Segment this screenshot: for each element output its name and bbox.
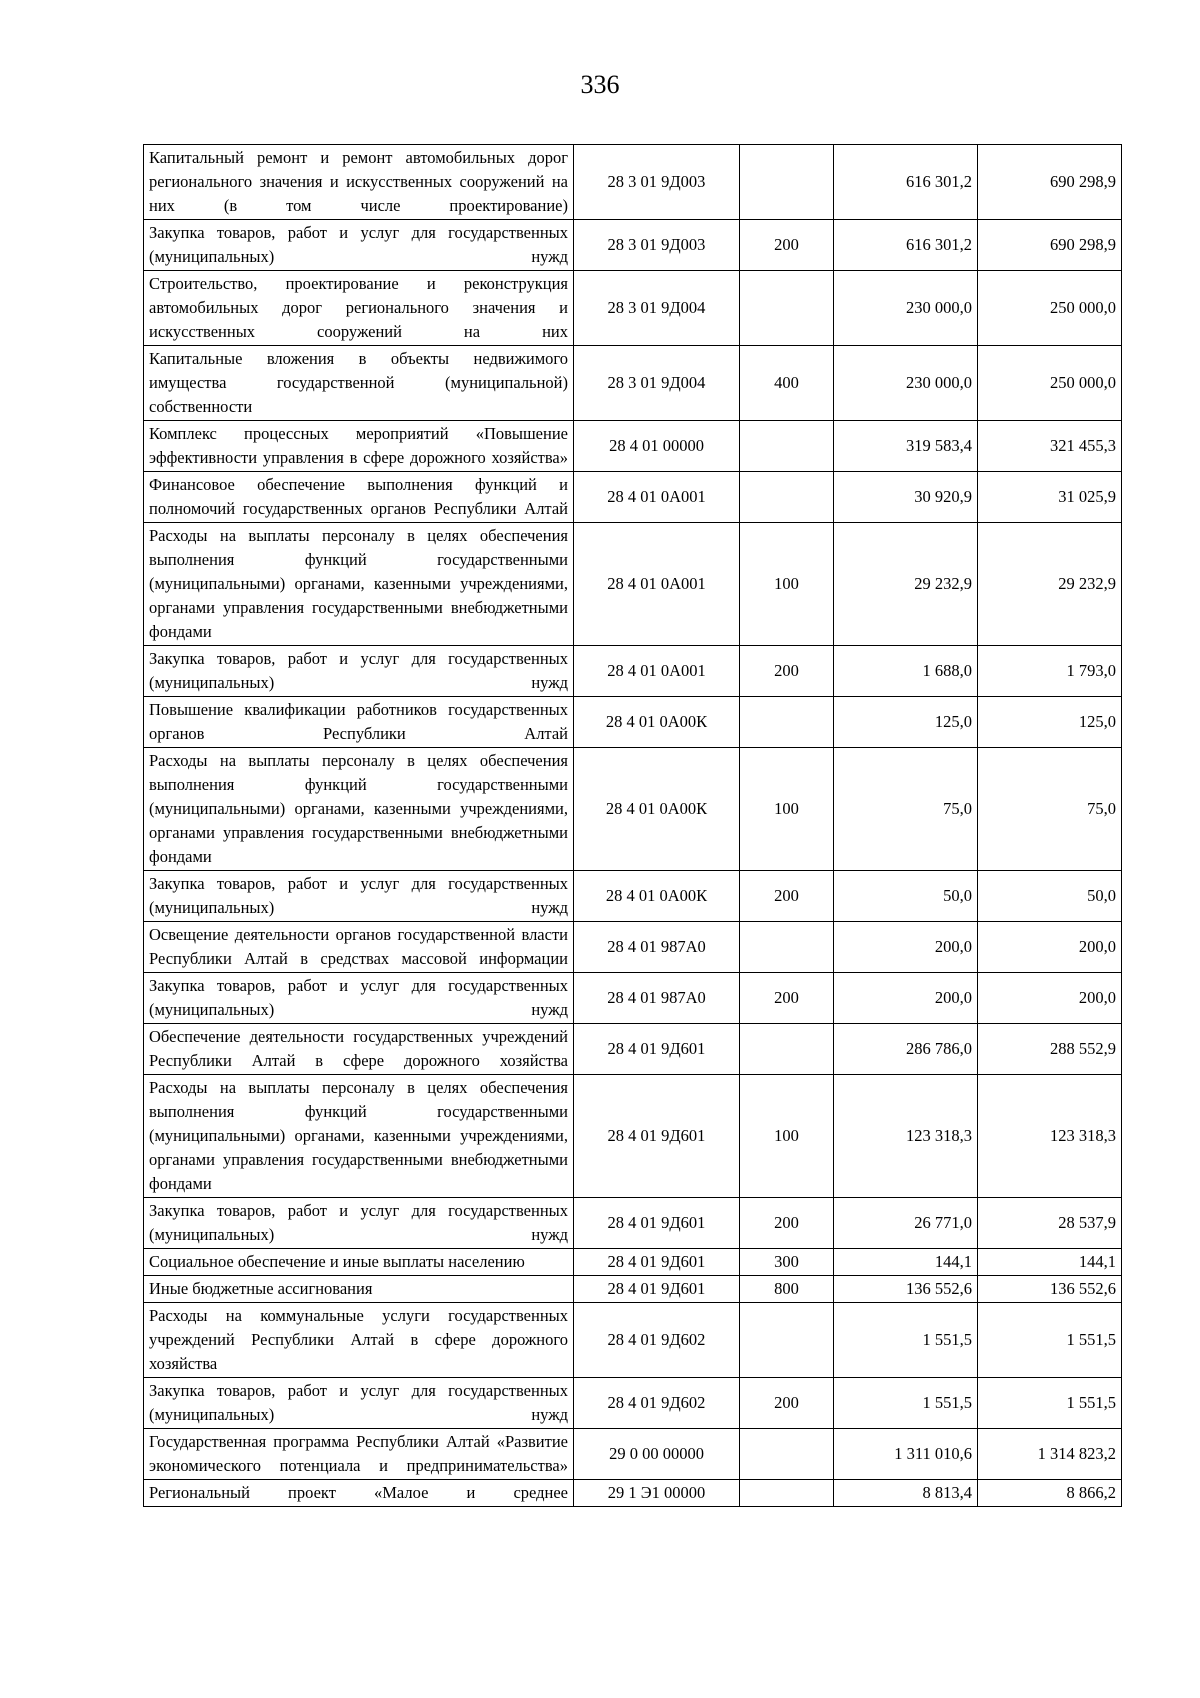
table-row <box>144 472 1122 523</box>
row-name-cell: Финансовое обеспечение выполнения функций и полномочий государственных органов Республики Алтай <box>144 472 574 523</box>
row-code-cell: 28 4 01 0А00К <box>574 871 740 922</box>
row-expense-type-cell: 100 <box>740 523 834 646</box>
row-name-cell: Расходы на выплаты персоналу в целях обеспечения выполнения функций государственными (муниципальными) органами, казенными учреждениями, органами управления государственными внебюджетными фондами <box>144 523 574 646</box>
row-name-cell: Повышение квалификации работников государственных органов Республики Алтай <box>144 697 574 748</box>
row-year2-amount-cell: 321 455,3 <box>978 421 1122 472</box>
row-year2-amount-cell: 1 551,5 <box>978 1303 1122 1378</box>
row-year2-amount-cell: 250 000,0 <box>978 346 1122 421</box>
row-year1-amount-cell: 144,1 <box>834 1249 978 1276</box>
row-name-cell: Закупка товаров, работ и услуг для государственных (муниципальных) нужд <box>144 871 574 922</box>
row-name-cell: Закупка товаров, работ и услуг для государственных (муниципальных) нужд <box>144 1378 574 1429</box>
row-year1-amount-cell: 29 232,9 <box>834 523 978 646</box>
row-year2-amount-cell: 123 318,3 <box>978 1075 1122 1198</box>
row-code-cell: 28 4 01 0А001 <box>574 472 740 523</box>
row-expense-type-cell <box>740 1480 834 1507</box>
row-name-cell: Расходы на выплаты персоналу в целях обеспечения выполнения функций государственными (муниципальными) органами, казенными учреждениями, органами управления государственными внебюджетными фондами <box>144 1075 574 1198</box>
row-code-cell: 28 4 01 9Д601 <box>574 1075 740 1198</box>
row-expense-type-cell <box>740 1024 834 1075</box>
row-code-cell: 29 0 00 00000 <box>574 1429 740 1480</box>
row-year2-amount-cell: 75,0 <box>978 748 1122 871</box>
table-row <box>144 1024 1122 1075</box>
table-row <box>144 1303 1122 1378</box>
table-row <box>144 697 1122 748</box>
row-expense-type-cell <box>740 697 834 748</box>
table-row <box>144 1198 1122 1249</box>
row-code-cell: 28 3 01 9Д004 <box>574 271 740 346</box>
row-code-cell: 28 3 01 9Д004 <box>574 346 740 421</box>
row-expense-type-cell <box>740 472 834 523</box>
row-year1-amount-cell: 1 551,5 <box>834 1378 978 1429</box>
row-expense-type-cell: 200 <box>740 871 834 922</box>
table-row <box>144 1429 1122 1480</box>
row-year2-amount-cell: 136 552,6 <box>978 1276 1122 1303</box>
row-year2-amount-cell: 28 537,9 <box>978 1198 1122 1249</box>
row-code-cell: 28 4 01 9Д601 <box>574 1276 740 1303</box>
row-year2-amount-cell: 690 298,9 <box>978 145 1122 220</box>
table-row <box>144 145 1122 220</box>
row-year1-amount-cell: 1 311 010,6 <box>834 1429 978 1480</box>
table-row <box>144 1276 1122 1303</box>
row-expense-type-cell: 100 <box>740 1075 834 1198</box>
row-year1-amount-cell: 200,0 <box>834 922 978 973</box>
row-code-cell: 28 4 01 0А00К <box>574 748 740 871</box>
row-code-cell: 28 3 01 9Д003 <box>574 145 740 220</box>
row-year2-amount-cell: 1 793,0 <box>978 646 1122 697</box>
row-year1-amount-cell: 125,0 <box>834 697 978 748</box>
table-row <box>144 1378 1122 1429</box>
row-year1-amount-cell: 286 786,0 <box>834 1024 978 1075</box>
row-name-cell: Иные бюджетные ассигнования <box>144 1276 574 1303</box>
row-year2-amount-cell: 200,0 <box>978 973 1122 1024</box>
row-expense-type-cell <box>740 421 834 472</box>
row-code-cell: 28 4 01 9Д602 <box>574 1303 740 1378</box>
row-name-cell: Капитальный ремонт и ремонт автомобильных дорог регионального значения и искусственных сооружений на них (в том числе проектирование) <box>144 145 574 220</box>
row-year1-amount-cell: 616 301,2 <box>834 145 978 220</box>
row-name-cell: Региональный проект «Малое и среднее <box>144 1480 574 1507</box>
row-code-cell: 28 4 01 9Д602 <box>574 1378 740 1429</box>
row-year2-amount-cell: 250 000,0 <box>978 271 1122 346</box>
row-expense-type-cell: 200 <box>740 1198 834 1249</box>
table-row <box>144 973 1122 1024</box>
row-expense-type-cell: 800 <box>740 1276 834 1303</box>
row-year1-amount-cell: 136 552,6 <box>834 1276 978 1303</box>
row-year1-amount-cell: 200,0 <box>834 973 978 1024</box>
row-year2-amount-cell: 288 552,9 <box>978 1024 1122 1075</box>
row-code-cell: 28 4 01 9Д601 <box>574 1024 740 1075</box>
row-name-cell: Закупка товаров, работ и услуг для государственных (муниципальных) нужд <box>144 973 574 1024</box>
row-expense-type-cell: 200 <box>740 220 834 271</box>
row-code-cell: 28 4 01 0А001 <box>574 523 740 646</box>
page-number: 336 <box>580 70 620 99</box>
table-row <box>144 922 1122 973</box>
row-expense-type-cell: 300 <box>740 1249 834 1276</box>
row-year2-amount-cell: 1 551,5 <box>978 1378 1122 1429</box>
row-expense-type-cell <box>740 271 834 346</box>
table-row <box>144 1480 1122 1507</box>
row-year1-amount-cell: 50,0 <box>834 871 978 922</box>
table-row <box>144 871 1122 922</box>
row-code-cell: 28 4 01 00000 <box>574 421 740 472</box>
row-year1-amount-cell: 123 318,3 <box>834 1075 978 1198</box>
table-row <box>144 1075 1122 1198</box>
row-year1-amount-cell: 8 813,4 <box>834 1480 978 1507</box>
row-code-cell: 28 4 01 9Д601 <box>574 1249 740 1276</box>
row-expense-type-cell: 200 <box>740 1378 834 1429</box>
row-name-cell: Закупка товаров, работ и услуг для государственных (муниципальных) нужд <box>144 646 574 697</box>
row-expense-type-cell: 100 <box>740 748 834 871</box>
row-name-cell: Комплекс процессных мероприятий «Повышение эффективности управления в сфере дорожного хозяйства» <box>144 421 574 472</box>
row-code-cell: 28 4 01 987А0 <box>574 973 740 1024</box>
table-row <box>144 421 1122 472</box>
table-row <box>144 646 1122 697</box>
table-row <box>144 346 1122 421</box>
table-row <box>144 748 1122 871</box>
row-name-cell: Государственная программа Республики Алтай «Развитие экономического потенциала и предпринимательства» <box>144 1429 574 1480</box>
row-name-cell: Капитальные вложения в объекты недвижимого имущества государственной (муниципальной) собственности <box>144 346 574 421</box>
row-code-cell: 28 4 01 0А00К <box>574 697 740 748</box>
row-year1-amount-cell: 230 000,0 <box>834 346 978 421</box>
row-year1-amount-cell: 319 583,4 <box>834 421 978 472</box>
budget-table-body <box>144 145 1122 1507</box>
row-year1-amount-cell: 1 688,0 <box>834 646 978 697</box>
row-year2-amount-cell: 31 025,9 <box>978 472 1122 523</box>
row-name-cell: Расходы на коммунальные услуги государственных учреждений Республики Алтай в сфере дорожного хозяйства <box>144 1303 574 1378</box>
row-expense-type-cell <box>740 922 834 973</box>
row-name-cell: Освещение деятельности органов государственной власти Республики Алтай в средствах массовой информации <box>144 922 574 973</box>
row-expense-type-cell <box>740 145 834 220</box>
row-code-cell: 28 3 01 9Д003 <box>574 220 740 271</box>
row-expense-type-cell: 400 <box>740 346 834 421</box>
row-year2-amount-cell: 200,0 <box>978 922 1122 973</box>
row-name-cell: Закупка товаров, работ и услуг для государственных (муниципальных) нужд <box>144 1198 574 1249</box>
table-row <box>144 1249 1122 1276</box>
row-expense-type-cell: 200 <box>740 646 834 697</box>
row-name-cell: Социальное обеспечение и иные выплаты населению <box>144 1249 574 1276</box>
row-year2-amount-cell: 29 232,9 <box>978 523 1122 646</box>
row-name-cell: Строительство, проектирование и реконструкция автомобильных дорог регионального значения и искусственных сооружений на них <box>144 271 574 346</box>
row-year1-amount-cell: 75,0 <box>834 748 978 871</box>
row-year1-amount-cell: 30 920,9 <box>834 472 978 523</box>
budget-table <box>143 144 1122 1507</box>
row-expense-type-cell <box>740 1429 834 1480</box>
row-expense-type-cell: 200 <box>740 973 834 1024</box>
row-year1-amount-cell: 230 000,0 <box>834 271 978 346</box>
row-year2-amount-cell: 8 866,2 <box>978 1480 1122 1507</box>
table-row <box>144 523 1122 646</box>
row-year2-amount-cell: 144,1 <box>978 1249 1122 1276</box>
row-code-cell: 28 4 01 0А001 <box>574 646 740 697</box>
row-year1-amount-cell: 26 771,0 <box>834 1198 978 1249</box>
row-name-cell: Закупка товаров, работ и услуг для государственных (муниципальных) нужд <box>144 220 574 271</box>
row-year1-amount-cell: 1 551,5 <box>834 1303 978 1378</box>
row-expense-type-cell <box>740 1303 834 1378</box>
row-name-cell: Обеспечение деятельности государственных учреждений Республики Алтай в сфере дорожного хозяйства <box>144 1024 574 1075</box>
row-year2-amount-cell: 125,0 <box>978 697 1122 748</box>
table-row <box>144 271 1122 346</box>
table-row <box>144 220 1122 271</box>
row-name-cell: Расходы на выплаты персоналу в целях обеспечения выполнения функций государственными (муниципальными) органами, казенными учреждениями, органами управления государственными внебюджетными фондами <box>144 748 574 871</box>
row-code-cell: 29 1 Э1 00000 <box>574 1480 740 1507</box>
row-year2-amount-cell: 1 314 823,2 <box>978 1429 1122 1480</box>
row-year2-amount-cell: 690 298,9 <box>978 220 1122 271</box>
row-code-cell: 28 4 01 987А0 <box>574 922 740 973</box>
row-year1-amount-cell: 616 301,2 <box>834 220 978 271</box>
row-code-cell: 28 4 01 9Д601 <box>574 1198 740 1249</box>
row-year2-amount-cell: 50,0 <box>978 871 1122 922</box>
